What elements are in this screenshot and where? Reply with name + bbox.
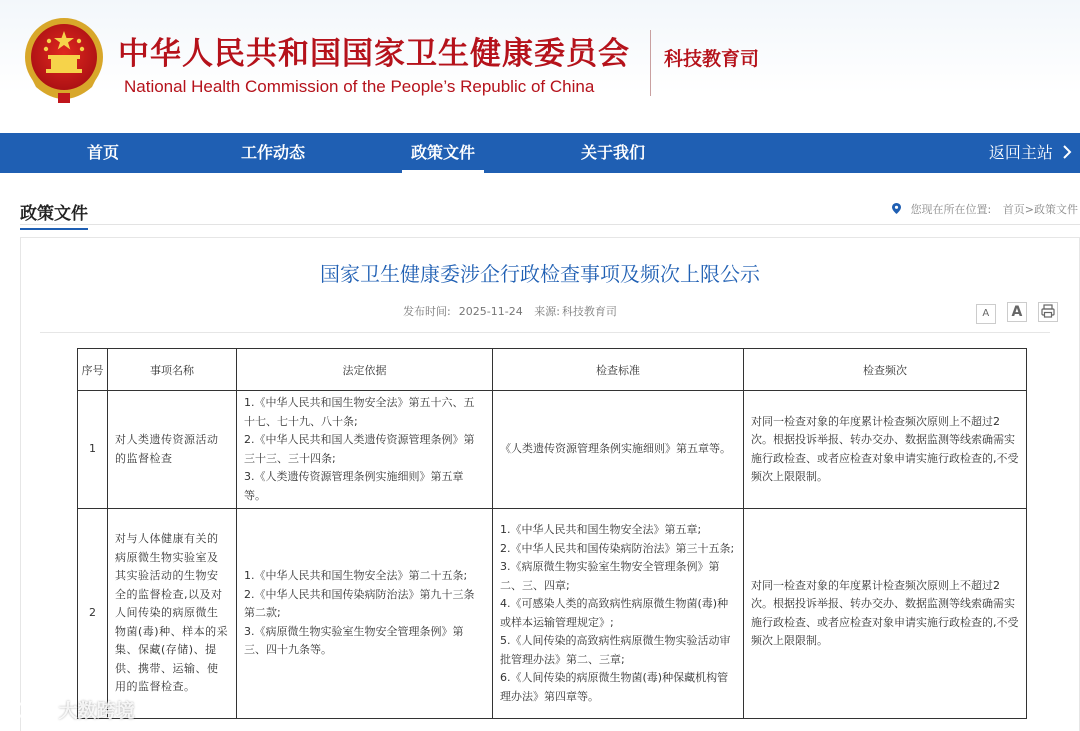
national-emblem-icon[interactable]: [22, 15, 106, 107]
row-item-name: 对与人体健康有关的病原微生物实验室及其实验活动的生物安全的监督检查,以及对人间传染的病原微生物菌(毒)种、样本的采集、保藏(存储)、提供、携带、运输、使用的监督检查。: [108, 509, 237, 719]
section-title: 政策文件: [20, 199, 88, 230]
row-legal-basis: [237, 509, 493, 719]
row-frequency: 对同一检查对象的年度累计检查频次原则上不超过2次。根据投诉举报、转办交办、数据监测等线索确需实施行政检查、或者应检查对象申请实施行政检查的,不受频次上限限制。: [744, 391, 1027, 509]
basis-line: 3.《病原微生物实验室生物安全管理条例》第三、四十九条等。: [244, 624, 464, 657]
table-row: [78, 391, 1027, 509]
standard-line: 2.《中华人民共和国传染病防治法》第三十五条;: [500, 541, 735, 555]
watermark: [8, 696, 135, 723]
print-icon: [1041, 304, 1055, 318]
table-header-row: [78, 349, 1027, 391]
standard-line: 6.《人间传染的病原微生物菌(毒)种保藏机构管理办法》第四章等。: [500, 671, 729, 703]
location-pin-icon: [892, 203, 901, 214]
header-standard: 检查标准: [493, 349, 744, 391]
publish-date: 2025-11-24: [458, 305, 523, 318]
basis-line: 2.《中华人民共和国传染病防治法》第九十三条第二款;: [244, 587, 475, 620]
header-item-name: 事项名称: [108, 349, 237, 391]
department-name: 科技教育司: [664, 48, 760, 70]
nav-policy-documents[interactable]: 政策文件: [402, 133, 484, 173]
chevron-right-icon: [1062, 145, 1072, 159]
header-no: 序号: [78, 349, 108, 391]
row-legal-basis: [237, 391, 493, 509]
breadcrumb-home[interactable]: 首页: [1002, 203, 1025, 216]
row-standard: [493, 391, 744, 509]
header-legal-basis: 法定依据: [237, 349, 493, 391]
standard-line: 《人类遗传资源管理条例实施细则》第五章等。: [500, 442, 731, 456]
publish-label: 发布时间:: [403, 305, 451, 318]
source-value: 科技教育司: [561, 305, 617, 318]
row-no: 2: [78, 509, 108, 719]
breadcrumb: [892, 201, 1078, 217]
site-title-en: National Health Commission of the People’s Republic of China: [124, 77, 595, 96]
section-divider: [20, 224, 1080, 225]
row-no: 1: [78, 391, 108, 509]
basis-line: 2.《中华人民共和国人类遗传资源管理条例》第三十三、三十四条;: [244, 433, 475, 465]
standard-line: 4.《可感染人类的高致病性病原微生物菌(毒)种或样本运输管理规定》;: [500, 597, 729, 629]
return-label: 返回主站: [988, 143, 1053, 162]
standard-line: 1.《中华人民共和国生物安全法》第五章;: [500, 523, 702, 536]
breadcrumb-separator: >: [1024, 203, 1034, 216]
header-divider: [650, 30, 651, 96]
standard-line: 3.《病原微生物实验室生物安全管理条例》第二、三、四章;: [500, 560, 720, 592]
article-tools: [970, 301, 1058, 324]
site-header: [0, 0, 1080, 133]
header-frequency: 检查频次: [744, 349, 1027, 391]
breadcrumb-current[interactable]: 政策文件: [1034, 203, 1078, 216]
source-label: 来源:: [534, 305, 560, 318]
row-item-name: 对人类遗传资源活动的监督检查: [108, 391, 237, 509]
font-larger-button[interactable]: A: [1007, 302, 1027, 322]
inspection-table: [77, 348, 1027, 719]
row-frequency: 对同一检查对象的年度累计检查频次原则上不超过2次。根据投诉举报、转办交办、数据监测等线索确需实施行政检查、或者应检查对象申请实施行政检查的,不受频次上限限制。: [744, 509, 1027, 719]
meta-divider: [40, 332, 1050, 333]
print-button[interactable]: [1038, 302, 1058, 322]
return-main-site-link[interactable]: [989, 133, 1072, 173]
nav-work-news[interactable]: 工作动态: [240, 143, 305, 162]
basis-line: 3.《人类遗传资源管理条例实施细则》第五章等。: [244, 470, 464, 502]
row-standard: [493, 509, 744, 719]
article-meta: [0, 303, 1020, 319]
breadcrumb-prefix: 您现在所在位置:: [910, 203, 992, 216]
table-row: [78, 509, 1027, 719]
basis-line: 1.《中华人民共和国生物安全法》第五十六、五十七、七十九、八十条;: [244, 396, 475, 428]
site-title-cn[interactable]: 中华人民共和国国家卫生健康委员会: [118, 36, 630, 72]
nav-about-us[interactable]: 关于我们: [580, 143, 645, 162]
article-title: 国家卫生健康委涉企行政检查事项及频次上限公示: [320, 262, 760, 286]
watermark-logo-icon: [8, 699, 52, 721]
main-nav: [0, 133, 1080, 173]
nav-home[interactable]: 首页: [86, 143, 119, 162]
standard-line: 5.《人间传染的高致病性病原微生物实验活动审批管理办法》第二、三章;: [500, 634, 731, 666]
font-smaller-button[interactable]: A: [976, 304, 996, 324]
watermark-text: 大数跨境: [58, 700, 135, 722]
basis-line: 1.《中华人民共和国生物安全法》第二十五条;: [244, 569, 468, 583]
